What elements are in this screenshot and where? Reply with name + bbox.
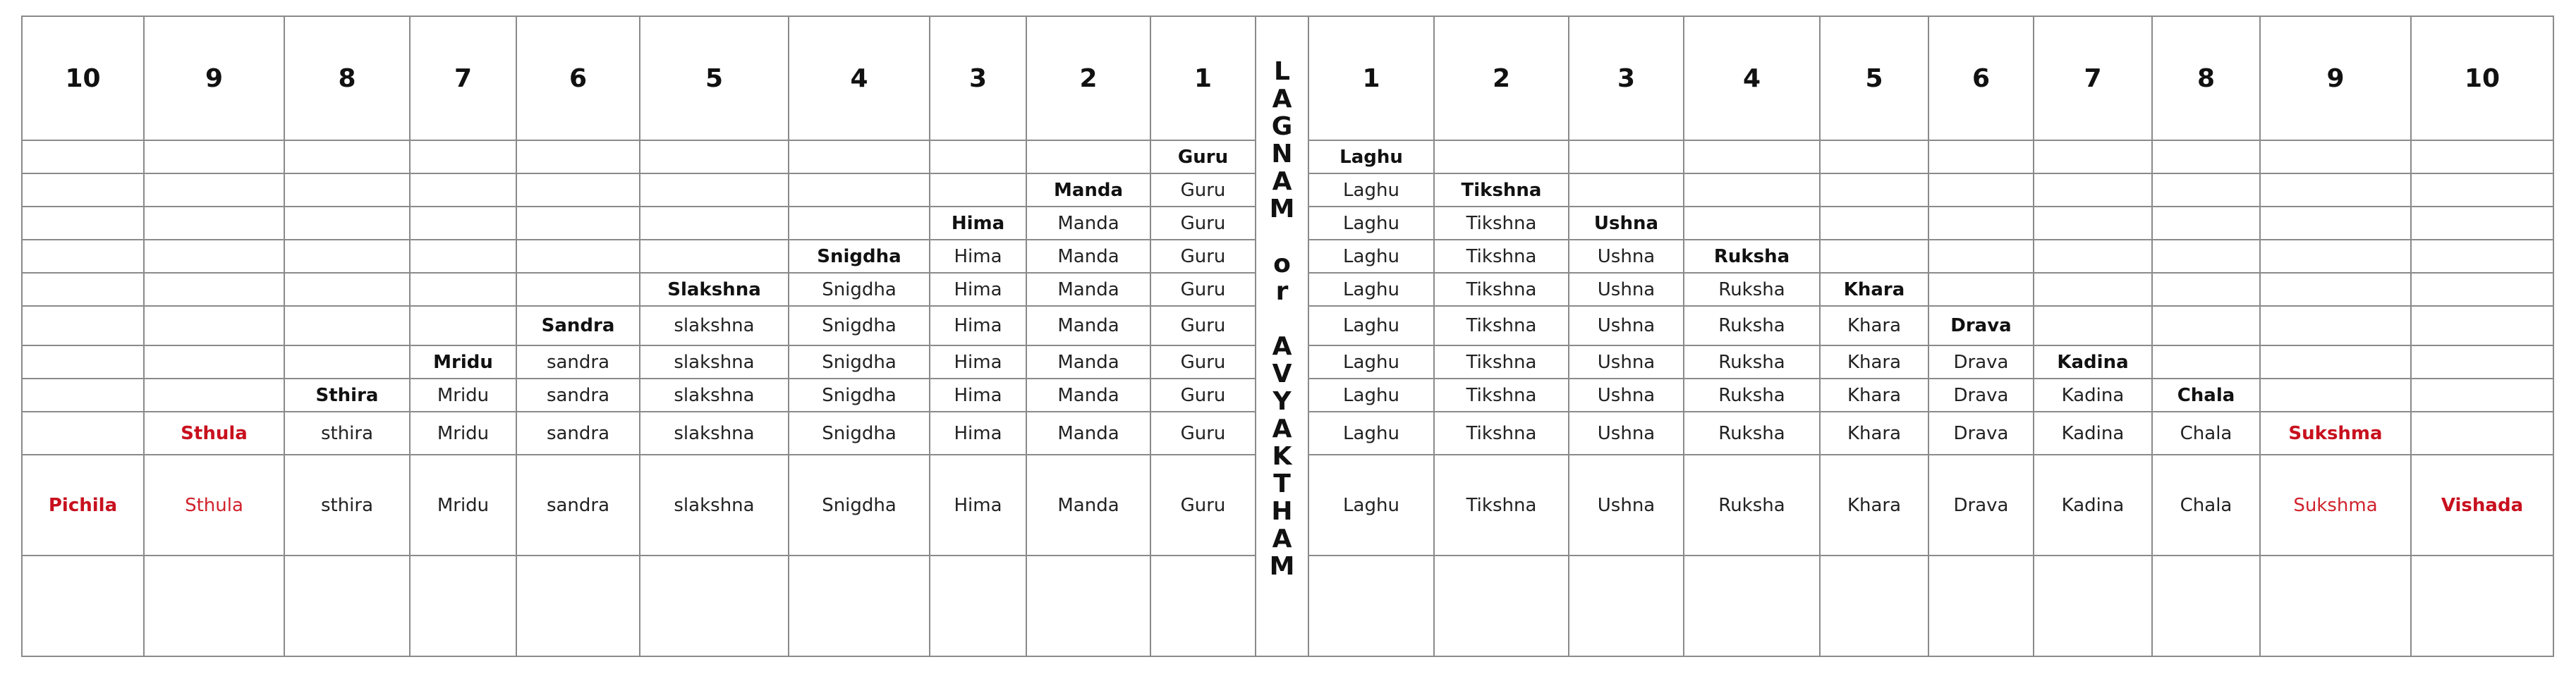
empty-cell (930, 140, 1026, 173)
right-cell: Tikshna (1434, 207, 1569, 240)
empty-cell (2411, 140, 2553, 173)
empty-cell (516, 207, 640, 240)
empty-cell (2152, 273, 2260, 306)
empty-cell (22, 345, 144, 379)
empty-cell (1820, 207, 1928, 240)
right-cell: Chala (2152, 412, 2260, 455)
right-cell: Drava (1928, 379, 2034, 412)
empty-cell (640, 240, 789, 273)
left-cell: Pichila (22, 455, 144, 556)
left-cell: Hima (930, 455, 1026, 556)
empty-cell (1569, 173, 1684, 207)
right-cell: Ushna (1569, 455, 1684, 556)
empty-cell (2034, 240, 2152, 273)
empty-cell (22, 140, 144, 173)
left-cell: Snigdha (789, 306, 930, 345)
column-header-left: 2 (1026, 16, 1150, 140)
left-cell: Manda (1026, 345, 1150, 379)
empty-cell (2260, 345, 2411, 379)
empty-cell (22, 273, 144, 306)
right-cell: Ruksha (1684, 306, 1820, 345)
empty-cell (2034, 306, 2152, 345)
empty-cell (1150, 556, 1256, 656)
left-cell: Mridu (410, 345, 516, 379)
empty-cell (1434, 556, 1569, 656)
empty-cell (1684, 173, 1820, 207)
right-cell: Laghu (1308, 207, 1434, 240)
empty-cell (22, 173, 144, 207)
right-cell: Ushna (1569, 273, 1684, 306)
right-cell: Laghu (1308, 455, 1434, 556)
right-cell: Tikshna (1434, 273, 1569, 306)
left-cell: Snigdha (789, 345, 930, 379)
empty-cell (284, 273, 410, 306)
left-cell: Guru (1150, 173, 1256, 207)
right-cell: Sukshma (2260, 455, 2411, 556)
right-cell: Khara (1820, 306, 1928, 345)
left-cell: sandra (516, 455, 640, 556)
left-cell: slakshna (640, 379, 789, 412)
empty-cell (144, 345, 284, 379)
left-cell: Sandra (516, 306, 640, 345)
right-cell: Laghu (1308, 345, 1434, 379)
empty-cell (1684, 140, 1820, 173)
empty-cell (22, 306, 144, 345)
vertical-letter: A (1272, 332, 1292, 361)
empty-cell (410, 306, 516, 345)
vertical-letter: A (1272, 415, 1292, 443)
vertical-letter: M (1269, 552, 1295, 581)
column-header-left: 8 (284, 16, 410, 140)
empty-cell (516, 273, 640, 306)
left-cell: Manda (1026, 379, 1150, 412)
gunas-table (21, 16, 2554, 657)
empty-cell (1434, 140, 1569, 173)
right-cell: Ruksha (1684, 412, 1820, 455)
left-cell: Guru (1150, 345, 1256, 379)
empty-cell (2260, 379, 2411, 412)
right-cell: Kadina (2034, 455, 2152, 556)
column-header-right: 9 (2260, 16, 2411, 140)
left-cell: Slakshna (640, 273, 789, 306)
left-cell: slakshna (640, 306, 789, 345)
empty-cell (2152, 173, 2260, 207)
empty-cell (284, 556, 410, 656)
column-header-right: 5 (1820, 16, 1928, 140)
empty-cell (144, 240, 284, 273)
right-cell: Kadina (2034, 379, 2152, 412)
empty-cell (2411, 207, 2553, 240)
empty-cell (789, 207, 930, 240)
empty-cell (2411, 173, 2553, 207)
column-header-left: 7 (410, 16, 516, 140)
left-cell: Manda (1026, 173, 1150, 207)
left-cell: sandra (516, 379, 640, 412)
column-header-right: 2 (1434, 16, 1569, 140)
empty-cell (144, 379, 284, 412)
empty-cell (284, 345, 410, 379)
empty-cell (410, 240, 516, 273)
right-cell: Tikshna (1434, 412, 1569, 455)
empty-cell (2152, 240, 2260, 273)
left-cell: Mridu (410, 412, 516, 455)
right-cell: Drava (1928, 345, 2034, 379)
left-cell: Mridu (410, 379, 516, 412)
empty-cell (410, 173, 516, 207)
empty-cell (22, 556, 144, 656)
left-cell: Guru (1150, 140, 1256, 173)
left-cell: Hima (930, 412, 1026, 455)
empty-cell (1928, 173, 2034, 207)
empty-cell (22, 240, 144, 273)
empty-cell (1308, 556, 1434, 656)
left-cell: Hima (930, 379, 1026, 412)
right-cell: Laghu (1308, 240, 1434, 273)
left-cell: Manda (1026, 273, 1150, 306)
column-header-left: 9 (144, 16, 284, 140)
left-cell: Snigdha (789, 240, 930, 273)
right-cell: Laghu (1308, 273, 1434, 306)
right-cell: Laghu (1308, 173, 1434, 207)
right-cell: Chala (2152, 379, 2260, 412)
empty-cell (2034, 173, 2152, 207)
left-cell: slakshna (640, 412, 789, 455)
right-cell: Drava (1928, 412, 2034, 455)
empty-cell (144, 556, 284, 656)
right-cell: Laghu (1308, 306, 1434, 345)
right-cell: Khara (1820, 412, 1928, 455)
right-cell: Ruksha (1684, 240, 1820, 273)
empty-cell (640, 140, 789, 173)
vertical-letter: r (1275, 277, 1289, 306)
right-cell: Ushna (1569, 207, 1684, 240)
right-cell: Tikshna (1434, 306, 1569, 345)
empty-cell (410, 140, 516, 173)
empty-cell (144, 207, 284, 240)
empty-cell (1928, 240, 2034, 273)
right-cell: Tikshna (1434, 455, 1569, 556)
empty-cell (789, 173, 930, 207)
left-cell: sandra (516, 412, 640, 455)
left-cell: Manda (1026, 306, 1150, 345)
empty-cell (1820, 240, 1928, 273)
empty-cell (2152, 345, 2260, 379)
vertical-letter: K (1272, 442, 1292, 471)
right-cell: Khara (1820, 379, 1928, 412)
empty-cell (1569, 140, 1684, 173)
header-row (22, 16, 2553, 140)
empty-cell (2411, 379, 2553, 412)
left-cell: Sthula (144, 412, 284, 455)
left-cell: sthira (284, 455, 410, 556)
right-cell: Tikshna (1434, 240, 1569, 273)
right-cell: Ushna (1569, 379, 1684, 412)
right-cell: Drava (1928, 455, 2034, 556)
right-cell: Tikshna (1434, 345, 1569, 379)
right-cell: Vishada (2411, 455, 2553, 556)
right-cell: Ushna (1569, 412, 1684, 455)
right-cell: Kadina (2034, 412, 2152, 455)
right-cell: Tikshna (1434, 173, 1569, 207)
left-cell: Guru (1150, 379, 1256, 412)
right-cell: Ruksha (1684, 455, 1820, 556)
empty-cell (284, 140, 410, 173)
empty-cell (2152, 207, 2260, 240)
right-cell: Khara (1820, 273, 1928, 306)
empty-cell (1928, 273, 2034, 306)
right-cell: Tikshna (1434, 379, 1569, 412)
vertical-letter: A (1272, 85, 1292, 114)
empty-cell (516, 556, 640, 656)
left-cell: Manda (1026, 240, 1150, 273)
empty-cell (2034, 140, 2152, 173)
left-cell: sandra (516, 345, 640, 379)
left-cell: Sthula (144, 455, 284, 556)
right-cell: Sukshma (2260, 412, 2411, 455)
column-header-left: 5 (640, 16, 789, 140)
left-cell: Hima (930, 207, 1026, 240)
right-cell: Ushna (1569, 306, 1684, 345)
empty-cell (2411, 412, 2553, 455)
right-cell: Chala (2152, 455, 2260, 556)
right-cell: Khara (1820, 345, 1928, 379)
empty-cell (144, 306, 284, 345)
left-cell: Manda (1026, 412, 1150, 455)
left-cell: Guru (1150, 412, 1256, 455)
empty-cell (930, 556, 1026, 656)
column-header-right: 1 (1308, 16, 1434, 140)
empty-cell (930, 173, 1026, 207)
lagnam-avyaktham-column (1256, 16, 1308, 656)
right-cell: Ruksha (1684, 345, 1820, 379)
column-header-left: 1 (1150, 16, 1256, 140)
column-header-right: 7 (2034, 16, 2152, 140)
column-header-left: 6 (516, 16, 640, 140)
empty-cell (2411, 240, 2553, 273)
empty-cell (2152, 140, 2260, 173)
left-cell: Guru (1150, 455, 1256, 556)
vertical-letter: Y (1272, 387, 1292, 416)
left-cell: Guru (1150, 306, 1256, 345)
left-cell: Guru (1150, 207, 1256, 240)
empty-cell (2034, 207, 2152, 240)
left-cell: Hima (930, 306, 1026, 345)
left-cell: Guru (1150, 240, 1256, 273)
empty-cell (284, 306, 410, 345)
empty-cell (1820, 556, 1928, 656)
left-cell: Mridu (410, 455, 516, 556)
empty-cell (22, 379, 144, 412)
column-header-left: 3 (930, 16, 1026, 140)
empty-cell (1928, 207, 2034, 240)
vertical-letter: T (1273, 470, 1291, 498)
empty-cell (410, 273, 516, 306)
left-cell: Manda (1026, 207, 1150, 240)
empty-cell (284, 207, 410, 240)
left-cell: Hima (930, 240, 1026, 273)
empty-cell (1026, 140, 1150, 173)
empty-cell (516, 173, 640, 207)
right-cell: Kadina (2034, 345, 2152, 379)
right-cell: Khara (1820, 455, 1928, 556)
right-cell: Drava (1928, 306, 2034, 345)
left-cell: Snigdha (789, 273, 930, 306)
vertical-letter: G (1271, 112, 1293, 141)
empty-cell (2411, 306, 2553, 345)
empty-cell (2260, 306, 2411, 345)
empty-cell (1026, 556, 1150, 656)
right-cell: Laghu (1308, 140, 1434, 173)
empty-cell (640, 556, 789, 656)
column-header-left: 10 (22, 16, 144, 140)
empty-cell (22, 207, 144, 240)
vertical-letter: o (1273, 250, 1291, 278)
empty-cell (2411, 345, 2553, 379)
left-cell: slakshna (640, 345, 789, 379)
empty-cell (1928, 556, 2034, 656)
left-cell: Snigdha (789, 379, 930, 412)
right-cell: Ushna (1569, 240, 1684, 273)
left-cell: sthira (284, 412, 410, 455)
empty-cell (1928, 140, 2034, 173)
left-cell: Manda (1026, 455, 1150, 556)
letter-spacer (1256, 223, 1308, 250)
empty-cell (410, 556, 516, 656)
empty-cell (2152, 306, 2260, 345)
empty-cell (789, 556, 930, 656)
left-cell: Sthira (284, 379, 410, 412)
empty-cell (2260, 207, 2411, 240)
empty-cell (1684, 207, 1820, 240)
empty-cell (144, 273, 284, 306)
right-cell: Laghu (1308, 412, 1434, 455)
left-cell: Snigdha (789, 455, 930, 556)
empty-cell (2260, 273, 2411, 306)
empty-cell (410, 207, 516, 240)
right-cell: Ruksha (1684, 273, 1820, 306)
vertical-letter: N (1271, 140, 1293, 168)
left-cell: slakshna (640, 455, 789, 556)
vertical-letter: A (1272, 167, 1292, 196)
empty-cell (2260, 240, 2411, 273)
empty-cell (640, 207, 789, 240)
vertical-letter: M (1269, 195, 1295, 223)
empty-cell (2260, 140, 2411, 173)
column-header-left: 4 (789, 16, 930, 140)
empty-cell (516, 140, 640, 173)
empty-cell (1684, 556, 1820, 656)
empty-cell (2411, 556, 2553, 656)
empty-cell (2260, 556, 2411, 656)
empty-cell (516, 240, 640, 273)
right-cell: Ushna (1569, 345, 1684, 379)
right-cell: Laghu (1308, 379, 1434, 412)
empty-cell (22, 412, 144, 455)
empty-cell (284, 240, 410, 273)
letter-spacer (1256, 305, 1308, 333)
vertical-letter: V (1272, 360, 1292, 388)
empty-cell (1820, 173, 1928, 207)
empty-cell (2034, 273, 2152, 306)
empty-cell (640, 173, 789, 207)
empty-cell (789, 140, 930, 173)
empty-cell (144, 140, 284, 173)
left-cell: Snigdha (789, 412, 930, 455)
column-header-right: 10 (2411, 16, 2553, 140)
empty-cell (2034, 556, 2152, 656)
right-cell: Ruksha (1684, 379, 1820, 412)
vertical-letter: L (1274, 57, 1290, 86)
left-cell: Guru (1150, 273, 1256, 306)
column-header-right: 8 (2152, 16, 2260, 140)
empty-cell (144, 173, 284, 207)
left-cell: Hima (930, 273, 1026, 306)
vertical-letter: H (1271, 497, 1293, 526)
empty-cell (2260, 173, 2411, 207)
vertical-letter: A (1272, 524, 1292, 553)
column-header-right: 4 (1684, 16, 1820, 140)
empty-cell (2152, 556, 2260, 656)
empty-cell (2411, 273, 2553, 306)
left-cell: Hima (930, 345, 1026, 379)
column-header-right: 6 (1928, 16, 2034, 140)
empty-cell (284, 173, 410, 207)
empty-cell (1569, 556, 1684, 656)
column-header-right: 3 (1569, 16, 1684, 140)
empty-cell (1820, 140, 1928, 173)
